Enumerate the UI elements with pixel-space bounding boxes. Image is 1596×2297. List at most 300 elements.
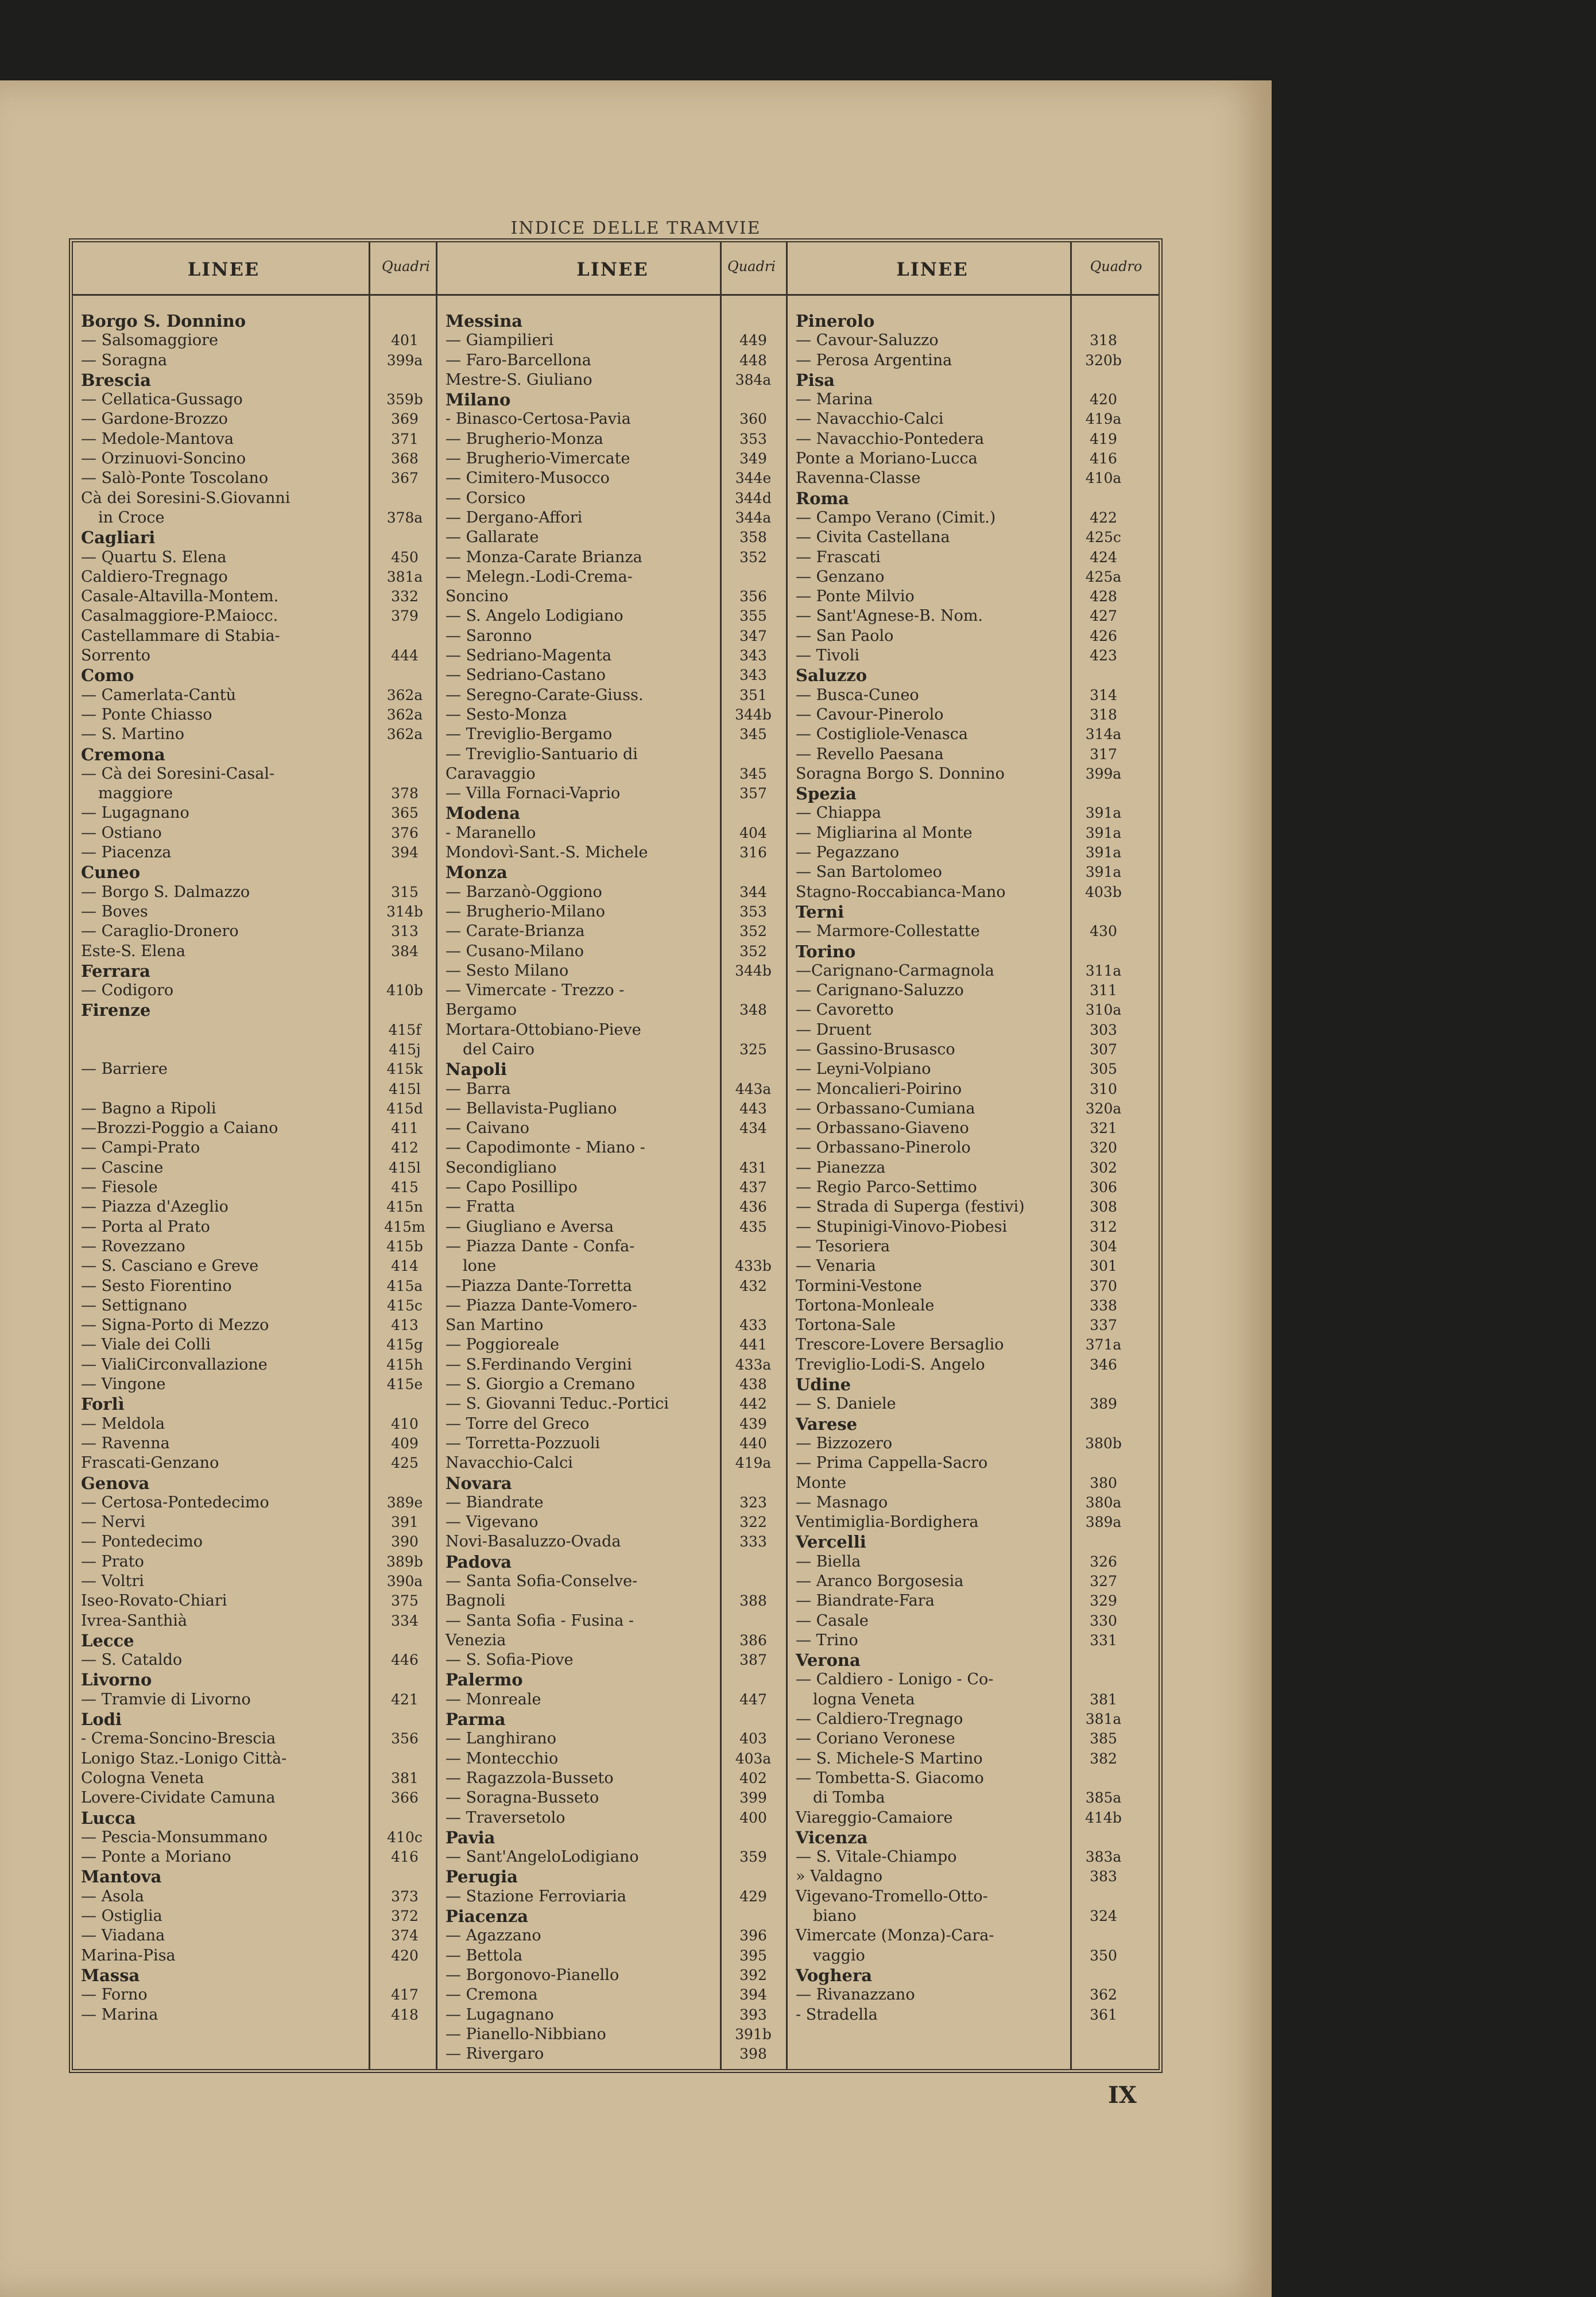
timetable-number: 416: [391, 1849, 419, 1866]
tramway-index-table: [69, 238, 1163, 2073]
route-name: — Rovezzano: [81, 1237, 185, 1255]
timetable-number: 439: [739, 1415, 767, 1432]
timetable-number: 437: [739, 1179, 767, 1196]
route-row: [73, 351, 436, 370]
city-name: Saluzzo: [796, 666, 867, 686]
timetable-number: 374: [391, 1927, 419, 1944]
city-heading-row: [788, 1375, 1158, 1394]
route-name: — Rivergaro: [446, 2045, 544, 2063]
city-name: Voghera: [796, 1965, 873, 1985]
city-heading-row: [73, 311, 436, 331]
timetable-number: 375: [391, 1592, 419, 1610]
page-header: INDICE DELLE TRAMVIE: [510, 218, 761, 238]
route-name: — Asola: [81, 1887, 144, 1905]
timetable-number: 367: [391, 470, 419, 487]
city-name: Verona: [796, 1650, 861, 1670]
route-row: [73, 1847, 436, 1867]
route-name: — Bettola: [446, 1946, 523, 1965]
timetable-number: 415n: [386, 1198, 423, 1216]
route-row: [437, 1296, 786, 1316]
route-row: [73, 1355, 436, 1375]
route-name: — Monza-Carate Brianza: [446, 548, 642, 566]
route-row: [73, 1414, 436, 1434]
city-heading-row: [788, 1650, 1158, 1670]
route-row: [437, 1020, 786, 1040]
route-name: — Costigliole-Venasca: [796, 725, 968, 744]
route-row: [788, 1355, 1158, 1375]
timetable-number: 358: [739, 529, 767, 546]
route-name: Mestre-S. Giuliano: [446, 370, 592, 389]
timetable-number: 385: [1090, 1730, 1117, 1747]
route-row: [437, 606, 786, 626]
timetable-number: 368: [391, 450, 419, 467]
route-name: — Pianezza: [796, 1158, 886, 1177]
route-name: — Regio Parco-Settimo: [796, 1178, 977, 1197]
route-row: [788, 764, 1158, 784]
route-row: [73, 942, 436, 961]
route-row: [788, 1749, 1158, 1769]
route-row: [437, 823, 786, 843]
timetable-number: 414: [391, 1258, 419, 1275]
route-row: [73, 1277, 436, 1296]
route-row: [788, 1631, 1158, 1650]
route-name: Caldiero-Tregnago: [81, 567, 228, 586]
timetable-number: 317: [1090, 745, 1117, 763]
timetable-number: 412: [391, 1139, 419, 1157]
route-name: Tortona-Sale: [796, 1316, 896, 1335]
route-row: [73, 1059, 436, 1079]
route-row: [437, 686, 786, 705]
timetable-number: 428: [1090, 588, 1117, 605]
route-name: — Tesoriera: [796, 1237, 890, 1255]
route-name: Casalmaggiore-P.Maiocc.: [81, 607, 278, 625]
route-name: — Rivanazzano: [796, 1986, 915, 2004]
route-name: —Brozzi-Poggio a Caiano: [81, 1119, 278, 1138]
route-row: [437, 1966, 786, 1985]
timetable-number: 425c: [1086, 529, 1121, 546]
route-row: [788, 1119, 1158, 1138]
timetable-number: 343: [739, 667, 767, 684]
route-name: — S.Ferdinando Vergini: [446, 1355, 632, 1374]
route-row: [437, 1493, 786, 1513]
route-row: [437, 587, 786, 606]
route-row: [437, 1099, 786, 1119]
city-name: Genova: [81, 1473, 150, 1493]
city-name: Ferrara: [81, 961, 150, 981]
route-row: [73, 489, 436, 508]
route-name: Mortara-Ottobiano-Pieve: [446, 1020, 641, 1039]
route-row: [73, 1828, 436, 1847]
route-row: [437, 1256, 786, 1276]
route-row: [788, 1572, 1158, 1591]
route-name: — Campo Verano (Cimit.): [796, 508, 996, 527]
route-row: [788, 1217, 1158, 1237]
timetable-number: 306: [1090, 1179, 1117, 1196]
city-name: Como: [81, 666, 134, 686]
route-row: [788, 1335, 1158, 1355]
route-row: [437, 666, 786, 685]
timetable-number: 411: [391, 1120, 419, 1137]
route-name: — Sant'Agnese-B. Nom.: [796, 607, 983, 625]
city-heading-row: [437, 863, 786, 882]
timetable-number: 427: [1090, 608, 1117, 625]
timetable-number: 337: [1090, 1317, 1117, 1334]
city-name: Vicenza: [796, 1827, 868, 1847]
route-row: [788, 1158, 1158, 1178]
route-row: [788, 1729, 1158, 1749]
timetable-number: 390: [391, 1533, 419, 1550]
timetable-number: 433b: [735, 1258, 772, 1275]
route-name: — Certosa-Pontedecimo: [81, 1493, 269, 1511]
route-row: [437, 409, 786, 429]
route-name: — Caldiero-Tregnago: [796, 1710, 963, 1728]
route-name: Castellammare di Stabia-: [81, 627, 280, 645]
route-name: — S. Michele-S Martino: [796, 1749, 983, 1768]
route-row: [437, 2025, 786, 2044]
route-name: — Marina: [81, 2005, 158, 2024]
timetable-number: 387: [739, 1652, 767, 1669]
timetable-number: 413: [391, 1317, 419, 1334]
route-name: — Navacchio-Calci: [796, 410, 944, 428]
route-row: [788, 1493, 1158, 1513]
timetable-number: 419a: [735, 1455, 772, 1472]
route-name: — Busca-Cuneo: [796, 686, 919, 704]
route-row: [788, 1611, 1158, 1631]
city-heading-row: [437, 1059, 786, 1079]
route-row: [788, 1296, 1158, 1316]
route-row: [437, 1749, 786, 1769]
route-name: — Revello Paesana: [796, 745, 944, 763]
route-row: [788, 1867, 1158, 1886]
city-heading-row: [788, 666, 1158, 685]
timetable-number: 432: [739, 1277, 767, 1294]
route-row: [788, 1434, 1158, 1453]
route-row: [437, 567, 786, 587]
timetable-number: 395: [739, 1947, 767, 1964]
city-heading-row: [73, 1670, 436, 1689]
city-heading-row: [437, 1474, 786, 1493]
city-heading-row: [73, 1000, 436, 1020]
route-name: Viareggio-Camaiore: [796, 1808, 953, 1827]
timetable-number: 415j: [389, 1041, 421, 1058]
route-name: - Crema-Soncino-Brescia: [81, 1730, 276, 1748]
timetable-number: 311a: [1085, 962, 1122, 979]
route-name: Marina-Pisa: [81, 1946, 176, 1965]
route-row: [73, 1572, 436, 1591]
timetable-number: 304: [1090, 1238, 1117, 1255]
city-heading-row: [73, 1966, 436, 1985]
route-row: [437, 1926, 786, 1946]
timetable-number: 347: [739, 627, 767, 644]
route-row: [437, 745, 786, 764]
route-name: Venezia: [446, 1631, 506, 1649]
route-row: [788, 606, 1158, 626]
timetable-number: 414b: [1085, 1809, 1122, 1826]
route-name: — Borgo S. Dalmazzo: [81, 883, 250, 901]
route-row: [788, 1474, 1158, 1493]
route-name: in Croce: [98, 508, 165, 527]
timetable-number: 415g: [386, 1336, 423, 1354]
route-row: [788, 1710, 1158, 1729]
route-name: — Leyni-Volpiano: [796, 1060, 931, 1078]
route-row: [73, 1296, 436, 1316]
route-row: [73, 1788, 436, 1808]
route-name: — Brugherio-Vimercate: [446, 450, 630, 468]
timetable-number: 318: [1090, 706, 1117, 723]
timetable-number: 310a: [1085, 1001, 1122, 1019]
route-row: [437, 1000, 786, 1020]
timetable-number: 320b: [1085, 351, 1122, 369]
timetable-number: 356: [391, 1730, 419, 1747]
timetable-number: 321: [1090, 1120, 1117, 1137]
route-name: — Pontedecimo: [81, 1533, 203, 1551]
route-row: [73, 1453, 436, 1473]
route-name: logna Veneta: [813, 1690, 915, 1708]
timetable-number: 331: [1090, 1631, 1117, 1649]
city-name: Torino: [796, 941, 856, 961]
timetable-number: 352: [739, 942, 767, 960]
route-name: — Orbassano-Cumiana: [796, 1099, 975, 1117]
route-name: Frascati-Genzano: [81, 1454, 219, 1472]
route-row: [788, 1277, 1158, 1296]
route-name: — Barra: [446, 1080, 511, 1098]
route-row: [73, 1907, 436, 1926]
route-name: Tortona-Monleale: [796, 1296, 935, 1314]
timetable-number: 383a: [1085, 1849, 1122, 1866]
timetable-number: 433: [739, 1317, 767, 1334]
route-name: Bergamo: [446, 1001, 517, 1019]
route-name: — Monreale: [446, 1690, 541, 1708]
timetable-number: 420: [391, 1947, 419, 1964]
timetable-number: 344b: [735, 962, 772, 979]
route-row: [788, 1453, 1158, 1473]
route-name: — Ragazzola-Busseto: [446, 1769, 614, 1787]
timetable-number: 416: [1090, 450, 1117, 467]
route-name: — Strada di Superga (festivi): [796, 1198, 1025, 1216]
timetable-number: 410a: [1085, 470, 1122, 487]
timetable-number: 381a: [1085, 1711, 1122, 1728]
timetable-number: 371a: [1085, 1336, 1122, 1354]
timetable-number: 334: [391, 1612, 419, 1629]
timetable-number: 333: [739, 1533, 767, 1550]
route-row: [73, 764, 436, 784]
route-row: [437, 370, 786, 390]
route-row: [437, 1532, 786, 1552]
route-row: [437, 1690, 786, 1710]
route-row: [788, 1847, 1158, 1867]
route-name: — Brugherio-Monza: [446, 430, 603, 448]
route-name: — Tombetta-S. Giacomo: [796, 1769, 984, 1787]
timetable-number: 330: [1090, 1612, 1117, 1629]
timetable-number: 381: [1090, 1691, 1117, 1708]
route-name: — S. Cataldo: [81, 1651, 183, 1669]
route-name: — Moncalieri-Poirino: [796, 1080, 962, 1098]
timetable-number: 373: [391, 1888, 419, 1905]
route-row: [788, 508, 1158, 528]
route-row: [788, 1788, 1158, 1808]
timetable-number: 403a: [735, 1750, 772, 1767]
route-row: [437, 1375, 786, 1394]
route-row: [437, 1237, 786, 1256]
route-row: [73, 1769, 436, 1788]
route-name: —Carignano-Carmagnola: [796, 961, 994, 980]
route-row: [788, 1138, 1158, 1158]
timetable-number: 313: [391, 923, 419, 940]
timetable-number: 314: [1090, 686, 1117, 703]
timetable-number: 396: [739, 1927, 767, 1944]
route-name: — Migliarina al Monte: [796, 823, 973, 842]
timetable-number: 415h: [386, 1356, 423, 1373]
city-name: Forlì: [81, 1394, 125, 1414]
route-row: [437, 1316, 786, 1335]
route-row: [437, 1788, 786, 1808]
timetable-number: 349: [739, 450, 767, 467]
city-name: Cremona: [81, 744, 165, 764]
timetable-number: 398: [739, 2045, 767, 2063]
route-name: — Treviglio-Santuario di: [446, 745, 638, 763]
city-name: Monza: [446, 863, 508, 883]
timetable-number: 399a: [386, 351, 423, 369]
route-name: — Giugliano e Aversa: [446, 1217, 614, 1236]
route-row: [437, 1394, 786, 1414]
route-row: [73, 1316, 436, 1335]
route-name: Cà dei Soresini-S.Giovanni: [81, 489, 290, 507]
route-name: Monte: [796, 1474, 847, 1492]
route-row: [437, 508, 786, 528]
route-row: [788, 1059, 1158, 1079]
route-row: [788, 1670, 1158, 1689]
timetable-number: 371: [391, 430, 419, 447]
route-name: — Melegn.-Lodi-Crema-: [446, 567, 633, 586]
route-row: [73, 686, 436, 705]
route-name: - Binasco-Certosa-Pavia: [446, 410, 631, 428]
city-name: Varese: [796, 1414, 858, 1434]
route-name: Caravaggio: [446, 764, 536, 783]
timetable-number: 399: [739, 1789, 767, 1807]
route-name: — Dergano-Affori: [446, 508, 583, 527]
route-row: [73, 646, 436, 666]
route-name: — Meldola: [81, 1414, 165, 1433]
route-name: — Cimitero-Musocco: [446, 469, 610, 488]
route-name: — Salò-Ponte Toscolano: [81, 469, 269, 488]
timetable-number: 311: [1090, 982, 1117, 999]
route-name: — Cellatica-Gussago: [81, 390, 243, 409]
route-name: — Boves: [81, 902, 148, 921]
city-heading-row: [73, 528, 436, 547]
timetable-number: 420: [1090, 391, 1117, 408]
timetable-number: 325: [739, 1041, 767, 1058]
timetable-number: 431: [739, 1159, 767, 1176]
col1-header-quad: Quadri: [382, 258, 430, 274]
timetable-number: 410: [391, 1415, 419, 1432]
timetable-number: 322: [739, 1514, 767, 1531]
timetable-number: 440: [739, 1434, 767, 1452]
route-row: [73, 725, 436, 744]
route-name: — Coriano Veronese: [796, 1730, 955, 1748]
route-row: [437, 1985, 786, 2005]
route-row: [73, 1887, 436, 1907]
route-name: Tormini-Vestone: [796, 1277, 922, 1295]
route-name: Vimercate (Monza)-Cara-: [796, 1927, 994, 1945]
timetable-number: 312: [1090, 1218, 1117, 1235]
timetable-number: 356: [739, 588, 767, 605]
route-row: [788, 587, 1158, 606]
route-name: Mondovì-Sant.-S. Michele: [446, 844, 648, 862]
route-row: [73, 587, 436, 606]
timetable-number: 362a: [386, 706, 423, 723]
route-row: [73, 1040, 436, 1059]
route-row: [73, 902, 436, 922]
city-name: Pavia: [446, 1827, 495, 1847]
timetable-number: 362a: [386, 726, 423, 743]
route-name: — San Bartolomeo: [796, 863, 942, 881]
timetable-number: 410c: [387, 1828, 423, 1846]
route-name: — Casale: [796, 1611, 869, 1630]
timetable-number: 434: [739, 1120, 767, 1137]
table-header-row: [73, 242, 1159, 296]
route-row: [788, 331, 1158, 350]
timetable-number: 381a: [386, 568, 423, 585]
route-name: — Orbassano-Giaveno: [796, 1119, 969, 1138]
route-row: [73, 1650, 436, 1670]
route-row: [437, 627, 786, 646]
route-name: — Capo Posillipo: [446, 1178, 578, 1197]
route-name: — Soragna: [81, 351, 168, 369]
city-name: Firenze: [81, 1000, 151, 1020]
route-row: [73, 1434, 436, 1453]
route-name: — Pianello-Nibbiano: [446, 2025, 606, 2043]
city-heading-row: [73, 370, 436, 390]
route-name: — Pegazzano: [796, 844, 900, 862]
route-row: [788, 1690, 1158, 1710]
route-row: [73, 567, 436, 587]
timetable-number: 305: [1090, 1061, 1117, 1078]
route-row: [437, 1650, 786, 1670]
route-row: [73, 1552, 436, 1572]
route-name: — Frascati: [796, 548, 881, 566]
timetable-number: 391b: [735, 2025, 772, 2043]
route-row: [73, 1690, 436, 1710]
route-row: [788, 1316, 1158, 1335]
route-name: Ponte a Moriano-Lucca: [796, 450, 978, 468]
route-row: [73, 1217, 436, 1237]
city-heading-row: [788, 489, 1158, 508]
route-row: [437, 2005, 786, 2025]
route-name: Novi-Basaluzzo-Ovada: [446, 1533, 621, 1551]
timetable-number: 415b: [386, 1238, 423, 1255]
timetable-number: 344: [739, 883, 767, 900]
city-heading-row: [788, 1828, 1158, 1847]
route-name: — Voltri: [81, 1572, 144, 1590]
route-name: — Biandrate-Fara: [796, 1592, 935, 1610]
route-row: [788, 1552, 1158, 1572]
route-name: — Torre del Greco: [446, 1414, 590, 1433]
route-row: [73, 1138, 436, 1158]
timetable-number: 370: [1090, 1277, 1117, 1294]
route-row: [437, 1335, 786, 1355]
route-name: - Stradella: [796, 2005, 878, 2024]
city-heading-row: [73, 1867, 436, 1886]
route-row: [73, 981, 436, 1000]
timetable-number: 307: [1090, 1041, 1117, 1058]
route-row: [788, 1000, 1158, 1020]
timetable-number: 443a: [735, 1080, 772, 1097]
route-name: — Carignano-Saluzzo: [796, 981, 964, 1000]
route-name: — Ostiano: [81, 823, 162, 842]
route-name: — Montecchio: [446, 1749, 559, 1768]
route-row: [788, 469, 1158, 488]
timetable-number: 424: [1090, 548, 1117, 566]
